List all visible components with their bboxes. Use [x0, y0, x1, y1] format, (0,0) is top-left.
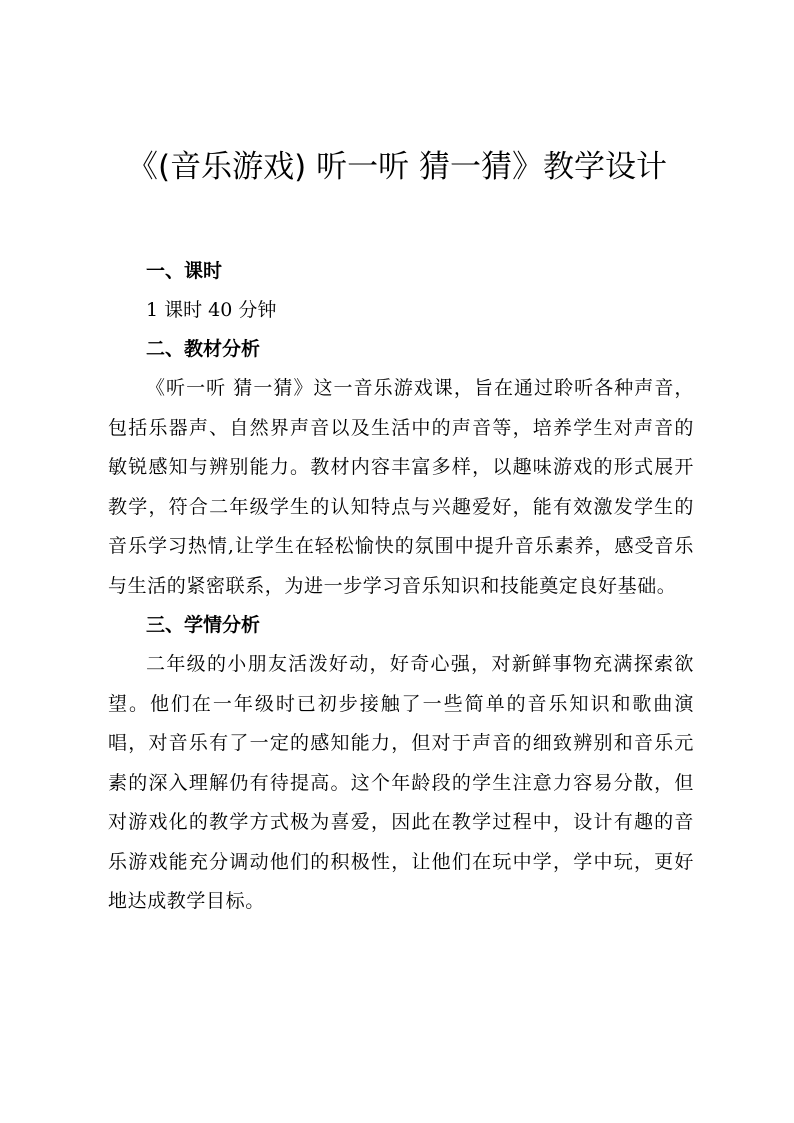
textbook-analysis-paragraph: 《听一听 猜一猜》这一音乐游戏课，旨在通过聆听各种声音，包括乐器声、自然界声音以及生活中的声音等，培养学生对声音的敏锐感知与辨别能力。教材内容丰富多样，以趣味游戏的形式展开教学，符合二年级学生的认知特点与兴趣爱好，能有效激发学生的音乐学习热情,让学生在轻松愉快的氛围中提升音乐素养，感受音乐与生活的紧密联系，为进一步学习音乐知识和技能奠定良好基础。	[108, 377, 694, 597]
student-analysis-paragraph: 二年级的小朋友活泼好动，好奇心强，对新鲜事物充满探索欲望。他们在一年级时已初步接触了一些简单的音乐知识和歌曲演唱，对音乐有了一定的感知能力，但对于声音的细致辨别和音乐元素的深入理解仍有待提高。这个年龄段的学生注意力容易分散，但对游戏化的教学方式极为喜爱，因此在教学过程中，设计有趣的音乐游戏能充分调动他们的积极性，让他们在玩中学，学中玩，更好地达成教学目标。	[108, 653, 694, 912]
document-title: 《(音乐游戏) 听一听 猜一猜》教学设计	[127, 149, 667, 185]
section-heading-textbook-analysis: 二、教材分析	[146, 338, 261, 360]
document-body	[108, 252, 694, 922]
section-heading-class-hours: 一、课时	[146, 260, 223, 282]
section-heading-student-analysis: 三、学情分析	[146, 614, 261, 636]
class-hours-text: 1 课时 40 分钟	[146, 299, 277, 321]
